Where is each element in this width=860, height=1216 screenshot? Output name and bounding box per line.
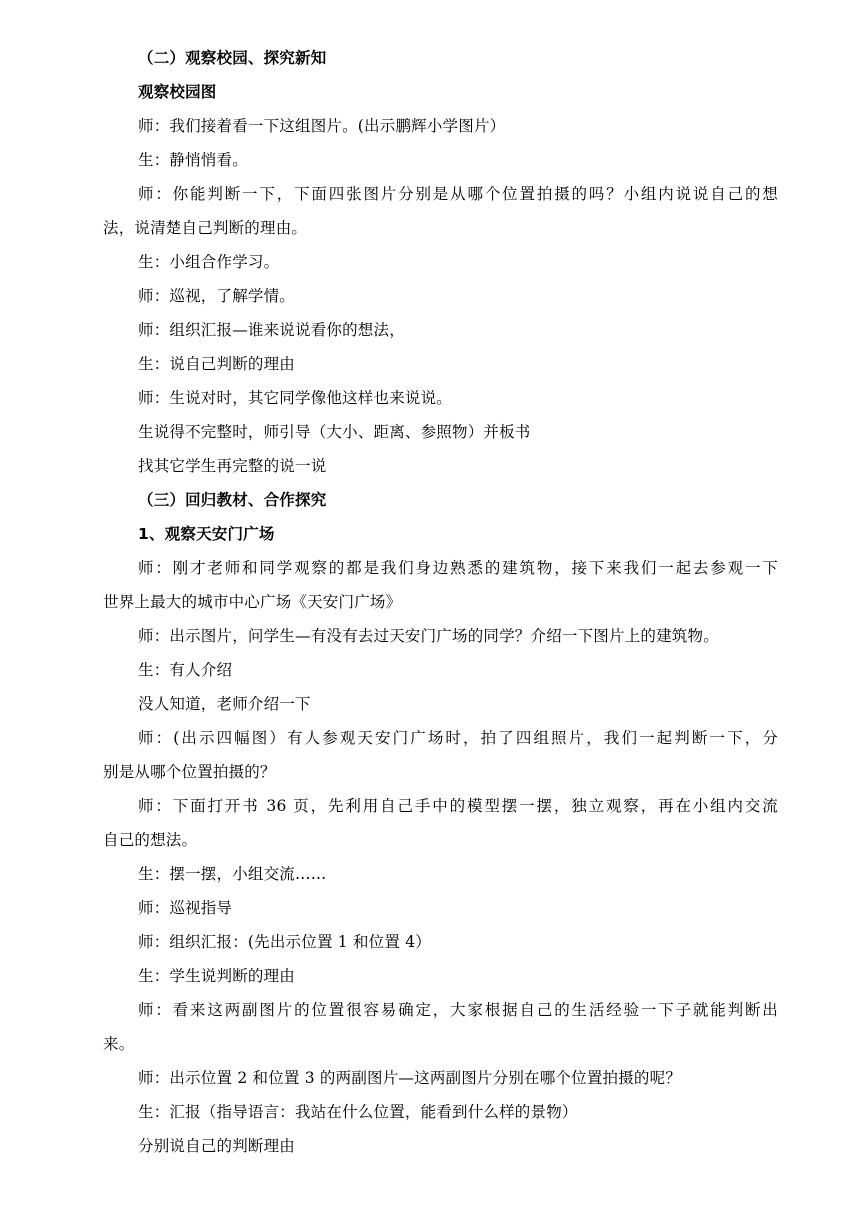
section-heading-2: （二）观察校园、探究新知 [138, 49, 327, 67]
paragraph-line: 师：刚才老师和同学观察的都是我们身边熟悉的建筑物，接下来我们一起去参观一下 [138, 559, 778, 577]
paragraph-line: 世界上最大的城市中心广场《天安门广场》 [103, 593, 402, 611]
paragraph-line: 师：组织汇报—谁来说说看你的想法， [138, 321, 405, 339]
subheading-tiananmen: 1、观察天安门广场 [138, 525, 275, 543]
paragraph-line: 生说得不完整时，师引导（大小、距离、参照物）并板书 [138, 423, 531, 441]
paragraph-line: 师：出示图片，问学生—有没有去过天安门广场的同学？介绍一下图片上的建筑物。 [138, 627, 719, 645]
paragraph-line: 师：巡视，了解学情。 [138, 287, 296, 305]
paragraph-line: 师：巡视指导 [138, 899, 233, 917]
paragraph-line: 别是从哪个位置拍摄的？ [103, 763, 276, 781]
paragraph-line: 自己的想法。 [103, 831, 198, 849]
paragraph-line: 没人知道，老师介绍一下 [138, 695, 311, 713]
paragraph-line: 法，说清楚自己判断的理由。 [103, 219, 308, 237]
paragraph-line: 师：出示位置 2 和位置 3 的两副图片—这两副图片分别在哪个位置拍摄的呢？ [138, 1069, 682, 1087]
paragraph-line: 师：你能判断一下，下面四张图片分别是从哪个位置拍摄的吗？小组内说说自己的想 [138, 185, 778, 203]
paragraph-line: 生：小组合作学习。 [138, 253, 280, 271]
paragraph-line: 师：生说对时，其它同学像他这样也来说说。 [138, 389, 453, 407]
paragraph-line: 分别说自己的判断理由 [138, 1137, 296, 1155]
paragraph-line: 生：摆一摆，小组交流…… [138, 865, 327, 883]
paragraph-line: 生：汇报（指导语言：我站在什么位置，能看到什么样的景物） [138, 1103, 578, 1121]
paragraph-line: 来。 [103, 1035, 135, 1053]
paragraph-line: 生：学生说判断的理由 [138, 967, 296, 985]
subheading-campus-map: 观察校园图 [138, 83, 217, 101]
paragraph-line: 师：我们接着看一下这组图片。(出示鹏辉小学图片） [138, 117, 506, 135]
paragraph-line: 生：有人介绍 [138, 661, 233, 679]
paragraph-line: 师：组织汇报：(先出示位置 1 和位置 4） [138, 933, 431, 951]
paragraph-line: 师：看来这两副图片的位置很容易确定，大家根据自己的生活经验一下子就能判断出 [138, 1001, 778, 1019]
paragraph-line: 师：(出示四幅图）有人参观天安门广场时，拍了四组照片，我们一起判断一下，分 [138, 729, 778, 747]
paragraph-line: 生：说自己判断的理由 [138, 355, 296, 373]
paragraph-line: 找其它学生再完整的说一说 [138, 457, 327, 475]
section-heading-3: （三）回归教材、合作探究 [138, 491, 327, 509]
paragraph-line: 生：静悄悄看。 [138, 151, 248, 169]
paragraph-line: 师：下面打开书 36 页，先利用自己手中的模型摆一摆，独立观察，再在小组内交流 [138, 797, 778, 815]
